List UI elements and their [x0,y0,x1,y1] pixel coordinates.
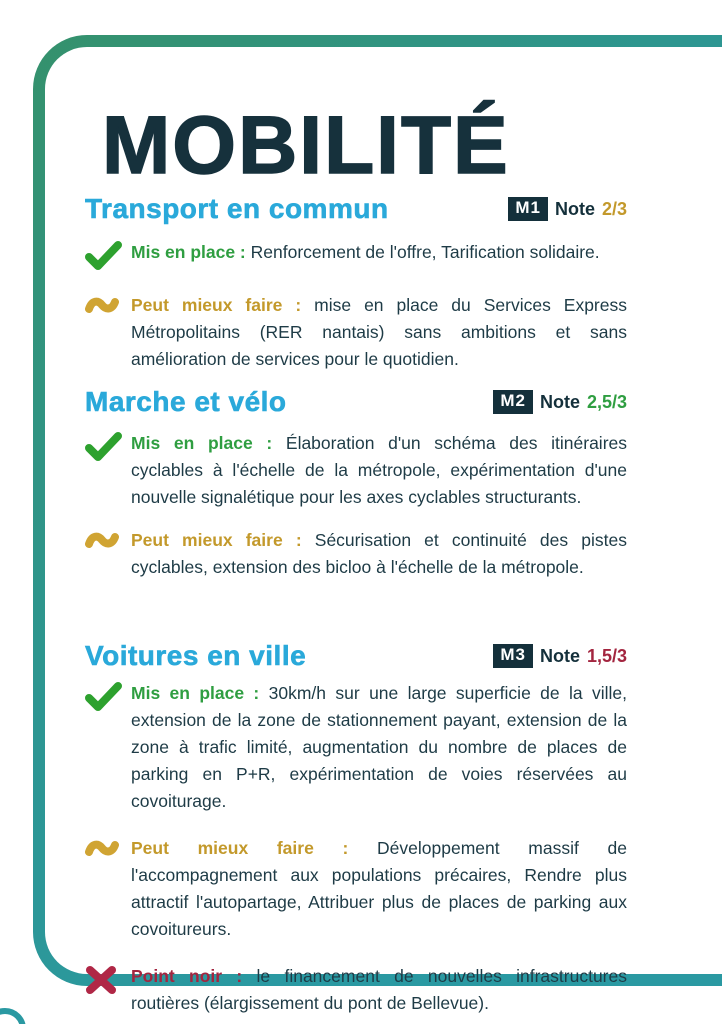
list-item [85,963,627,1017]
section-marche-et-velo [85,386,627,581]
section-code-badge: M2 [493,390,533,414]
item-text: Développement massif de l'accompagnement aux populations précaires, Rendre plus attractif l'autopartage, Attribuer plus de places de parking aux covoitureurs. [131,838,627,939]
item-label: Mis en place : [131,242,246,262]
section-title: Voitures en ville [85,640,307,671]
item-text: mise en place du Services Express Métropolitains (RER nantais) sans ambitions et sans amélioration de services pour le quotidien. [131,295,627,369]
note-label: Note [539,391,580,412]
note-label: Note [554,198,595,219]
list-item [85,527,627,581]
item-text: Sécurisation et continuité des pistes cyclables, extension des bicloo à l'échelle de la métropole. [131,530,627,577]
list-item [85,430,627,511]
item-label: Peut mieux faire : [131,838,349,858]
section-note [493,390,627,414]
page-title: MOBILITÉ [102,99,510,191]
item-label: Mis en place : [131,683,260,703]
note-label: Note [539,645,580,666]
tilde-icon [85,835,131,943]
section-note [493,644,627,668]
section-code-badge: M3 [493,644,533,668]
list-item [85,239,627,276]
list-item [85,835,627,943]
item-label: Peut mieux faire : [131,530,302,550]
section-header [85,386,627,418]
section-note [508,197,627,221]
list-item [85,292,627,373]
list-item [85,680,627,815]
tilde-icon [85,527,131,581]
note-value: 1,5/3 [586,645,627,666]
cross-icon [85,963,131,1017]
section-code-badge: M1 [508,197,548,221]
item-text: Élaboration d'un schéma des itinéraires cyclables à l'échelle de la métropole, expérimentation d'une nouvelle signalétique pour les axes cyclables structurants. [131,433,628,507]
section-title: Marche et vélo [85,386,287,417]
check-icon [85,239,131,276]
section-title: Transport en commun [85,193,389,224]
next-frame-corner [0,1008,26,1024]
item-label: Peut mieux faire : [131,295,302,315]
item-text: le financement de nouvelles infrastructures routières (élargissement du pont de Bellevue). [131,966,627,1013]
check-icon [85,430,131,511]
section-header [85,640,627,672]
note-value: 2/3 [601,198,627,219]
section-voitures-en-ville [85,640,627,1017]
item-text: 30km/h sur une large superficie de la ville, extension de la zone de stationnement payant, extension de la zone à trafic limité, augmentation du nombre de places de parking en P+R, expérimentation de voies réservées au covoiturage. [131,683,627,811]
section-header [85,193,627,225]
item-label: Point noir : [131,966,243,986]
section-transport-en-commun [85,193,627,373]
tilde-icon [85,292,131,373]
note-value: 2,5/3 [586,391,627,412]
check-icon [85,680,131,815]
item-text: Renforcement de l'offre, Tarification solidaire. [250,242,600,262]
item-label: Mis en place : [131,433,273,453]
